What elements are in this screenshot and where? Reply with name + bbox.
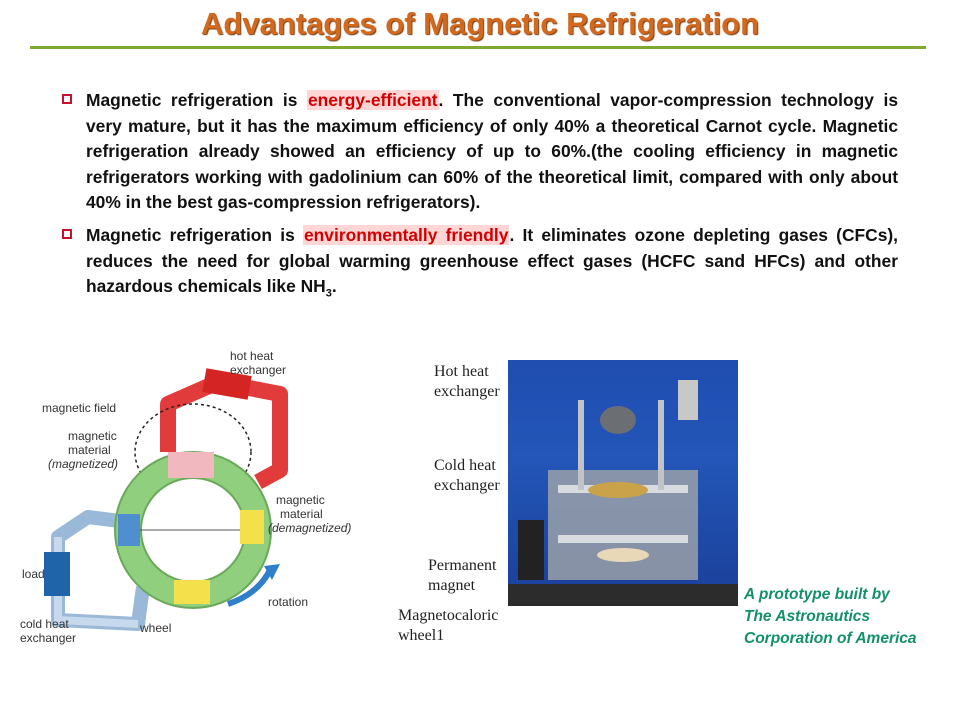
checkbox-bullet-icon [62, 229, 72, 239]
photo-label-magnet-line1: Permanent [428, 557, 497, 574]
wheel-bottom-segment [174, 580, 210, 604]
label-material-2: material [280, 507, 323, 521]
prototype-illustration [508, 360, 738, 606]
machine-pump [518, 520, 544, 580]
label-load: load [22, 567, 45, 581]
bullet-text: . The conventional vapor-compression technology is very mature, but it has the maximum efficiency of only 40% a theoretical Carnot cycle. Magnetic refrigeration already showed an efficiency of up to 60%.(the cooling efficiency in magnetic refrigerators working with gadolinium can 60% of the theoretical limit, compared with only about 40% in the best gas-compression refrigerators). [86, 90, 898, 213]
demagnetized-segment [240, 510, 264, 544]
photo-label-wheel [398, 606, 498, 646]
photo-label-cold-line1: Cold heat [434, 457, 496, 474]
machine-post-right [658, 400, 664, 490]
caption-line-3: Corporation of America [744, 630, 917, 647]
slide-title: Advantages of Magnetic Refrigeration [200, 6, 760, 41]
photo-caption [744, 584, 959, 650]
bullet-text: . It eliminates ozone depleting gases (CFCs), reduces the need for global warming greenhouse effect gases (HCFC sand HFCs) and other hazardous chemicals like NH [86, 224, 899, 297]
photo-label-magnet-line2: magnet [428, 577, 476, 594]
label-rotation: rotation [268, 595, 309, 609]
machine-wheel [597, 548, 649, 562]
photo-label-wheel-line1: Magnetocaloric [398, 607, 499, 624]
checkbox-bullet-icon [62, 94, 72, 104]
label-cold-exchanger: exchanger [20, 631, 77, 645]
label-cold-heat: cold heat [20, 617, 69, 631]
photo-label-hot-line2: exchanger [434, 383, 500, 400]
label-magnetized: (magnetized) [48, 457, 119, 471]
prototype-photo-figure [390, 352, 735, 662]
cold-segment [118, 514, 140, 546]
magnetized-segment [168, 452, 214, 478]
load-block [44, 552, 70, 596]
machine-shelf-mid [558, 535, 688, 543]
machine-base [508, 584, 738, 606]
label-magnetic-field: magnetic field [42, 401, 117, 415]
photo-label-cold [434, 456, 500, 496]
title-divider [30, 46, 926, 49]
label-demagnetized: (demagnetized) [268, 521, 352, 535]
bullet-environmentally-friendly [62, 223, 898, 300]
label-hot-heat: hot heat [230, 349, 274, 363]
caption-line-1: A prototype built by [744, 586, 890, 603]
photo-label-wheel-line2: wheel1 [398, 627, 445, 644]
highlight-environmentally-friendly: environmentally friendly [304, 224, 509, 245]
label-magnetic-2: magnetic [276, 493, 325, 507]
label-magnetic: magnetic [68, 429, 117, 443]
magnetic-refrigeration-diagram [18, 342, 373, 657]
machine-post-left [578, 400, 584, 490]
machine-bottle [678, 380, 698, 420]
bullet-energy-efficient [62, 88, 898, 216]
photo-label-cold-line2: exchanger [434, 477, 500, 494]
bullet-prefix: Magnetic refrigeration is [86, 224, 304, 245]
subscript-3: 3 [325, 287, 332, 300]
diagram-svg [18, 342, 373, 657]
photo-label-hot-line1: Hot heat [434, 363, 489, 380]
label-material: material [68, 443, 111, 457]
machine-valve [600, 406, 636, 434]
photo-label-magnet [428, 556, 496, 596]
photo-label-hot [434, 362, 500, 402]
caption-line-2: The Astronautics [744, 608, 871, 625]
label-hot-exchanger: exchanger [230, 363, 287, 377]
bullet-list [62, 88, 898, 307]
label-wheel: wheel [140, 621, 172, 635]
highlight-energy-efficient: energy-efficient [308, 90, 438, 110]
machine-magnet [588, 482, 648, 498]
prototype-photo [508, 360, 738, 606]
bullet-prefix: Magnetic refrigeration is [86, 90, 308, 110]
bullet-end: . [331, 276, 337, 297]
